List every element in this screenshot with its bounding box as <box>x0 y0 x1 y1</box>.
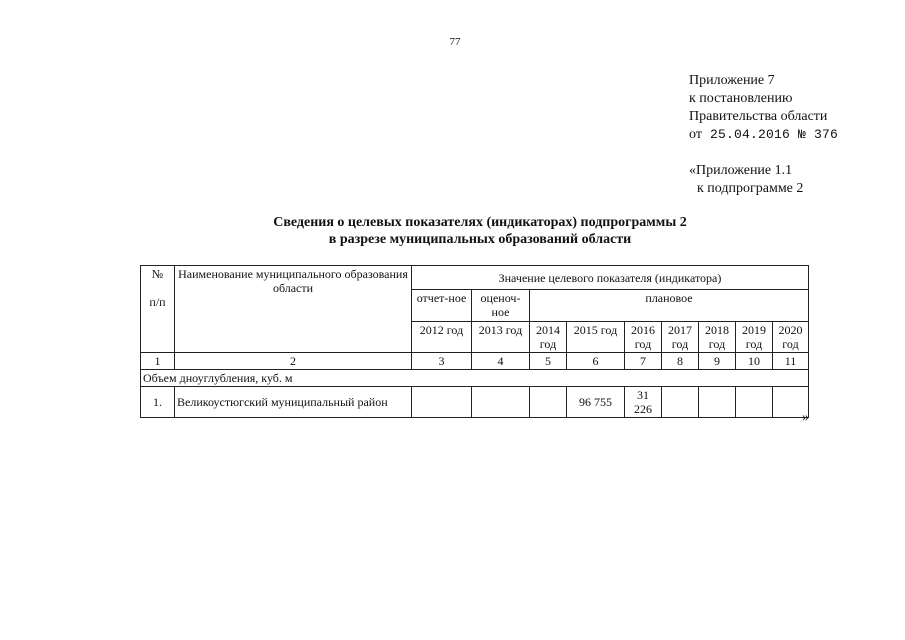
row-value-2017 <box>662 387 699 418</box>
appendix-from-prefix: от <box>689 127 702 142</box>
section-label: Объем дноуглубления, куб. м <box>141 370 809 387</box>
header-year-2016: 2016 год <box>625 322 662 353</box>
row-value-2019 <box>736 387 773 418</box>
appendix-line-1: Приложение 7 <box>689 73 775 88</box>
header-year-2020: 2020 год <box>773 322 809 353</box>
row-value-2014 <box>530 387 567 418</box>
column-number: 5 <box>530 353 567 370</box>
row-number: 1. <box>141 387 175 418</box>
annex-line-1: «Приложение 1.1 <box>689 163 793 178</box>
appendix-date-number: 25.04.2016 № 376 <box>709 127 838 142</box>
column-number: 9 <box>699 353 736 370</box>
header-reported: отчет-ное <box>412 290 472 322</box>
header-year-2012: 2012 год <box>412 322 472 353</box>
section-row <box>141 370 809 387</box>
appendix-line-2: к постановлению <box>689 91 793 106</box>
column-number: 4 <box>472 353 530 370</box>
header-year-2018: 2018 год <box>699 322 736 353</box>
header-year-2019: 2019 год <box>736 322 773 353</box>
header-year-2017: 2017 год <box>662 322 699 353</box>
column-number: 10 <box>736 353 773 370</box>
header-planned: плановое <box>530 290 809 322</box>
header-number: № п/п <box>141 266 175 353</box>
row-value-2018 <box>699 387 736 418</box>
column-number: 7 <box>625 353 662 370</box>
column-number-row <box>141 353 809 370</box>
header-year-2015: 2015 год <box>567 322 625 353</box>
column-number: 1 <box>141 353 175 370</box>
row-value-2016: 31 226 <box>625 387 662 418</box>
document-title <box>150 214 810 248</box>
header-year-2013: 2013 год <box>472 322 530 353</box>
row-value-2012 <box>412 387 472 418</box>
page-number: 77 <box>449 36 461 48</box>
appendix-block <box>689 72 838 144</box>
header-municipality-name: Наименование муниципального образования области <box>175 266 412 353</box>
column-number: 3 <box>412 353 472 370</box>
annex-line-2: к подпрограмме 2 <box>697 181 804 196</box>
appendix-date-line <box>689 126 838 144</box>
header-year-2014: 2014 год <box>530 322 567 353</box>
column-number: 2 <box>175 353 412 370</box>
header-indicator-value: Значение целевого показателя (индикатора) <box>412 266 809 290</box>
column-number: 11 <box>773 353 809 370</box>
title-line-2: в разрезе муниципальных образований области <box>328 232 632 247</box>
appendix-line-3: Правительства области <box>689 109 828 124</box>
column-number: 8 <box>662 353 699 370</box>
closing-quote: » <box>802 410 809 425</box>
column-number: 6 <box>567 353 625 370</box>
indicators-table <box>140 265 809 418</box>
row-value-2013 <box>472 387 530 418</box>
table-row <box>141 387 809 418</box>
row-value-2015: 96 755 <box>567 387 625 418</box>
header-estimated: оценоч-ное <box>472 290 530 322</box>
row-municipality-name: Великоустюгский муниципальный район <box>175 387 412 418</box>
annex-block <box>689 162 803 198</box>
title-line-1: Сведения о целевых показателях (индикаторах) подпрограммы 2 <box>273 215 687 230</box>
